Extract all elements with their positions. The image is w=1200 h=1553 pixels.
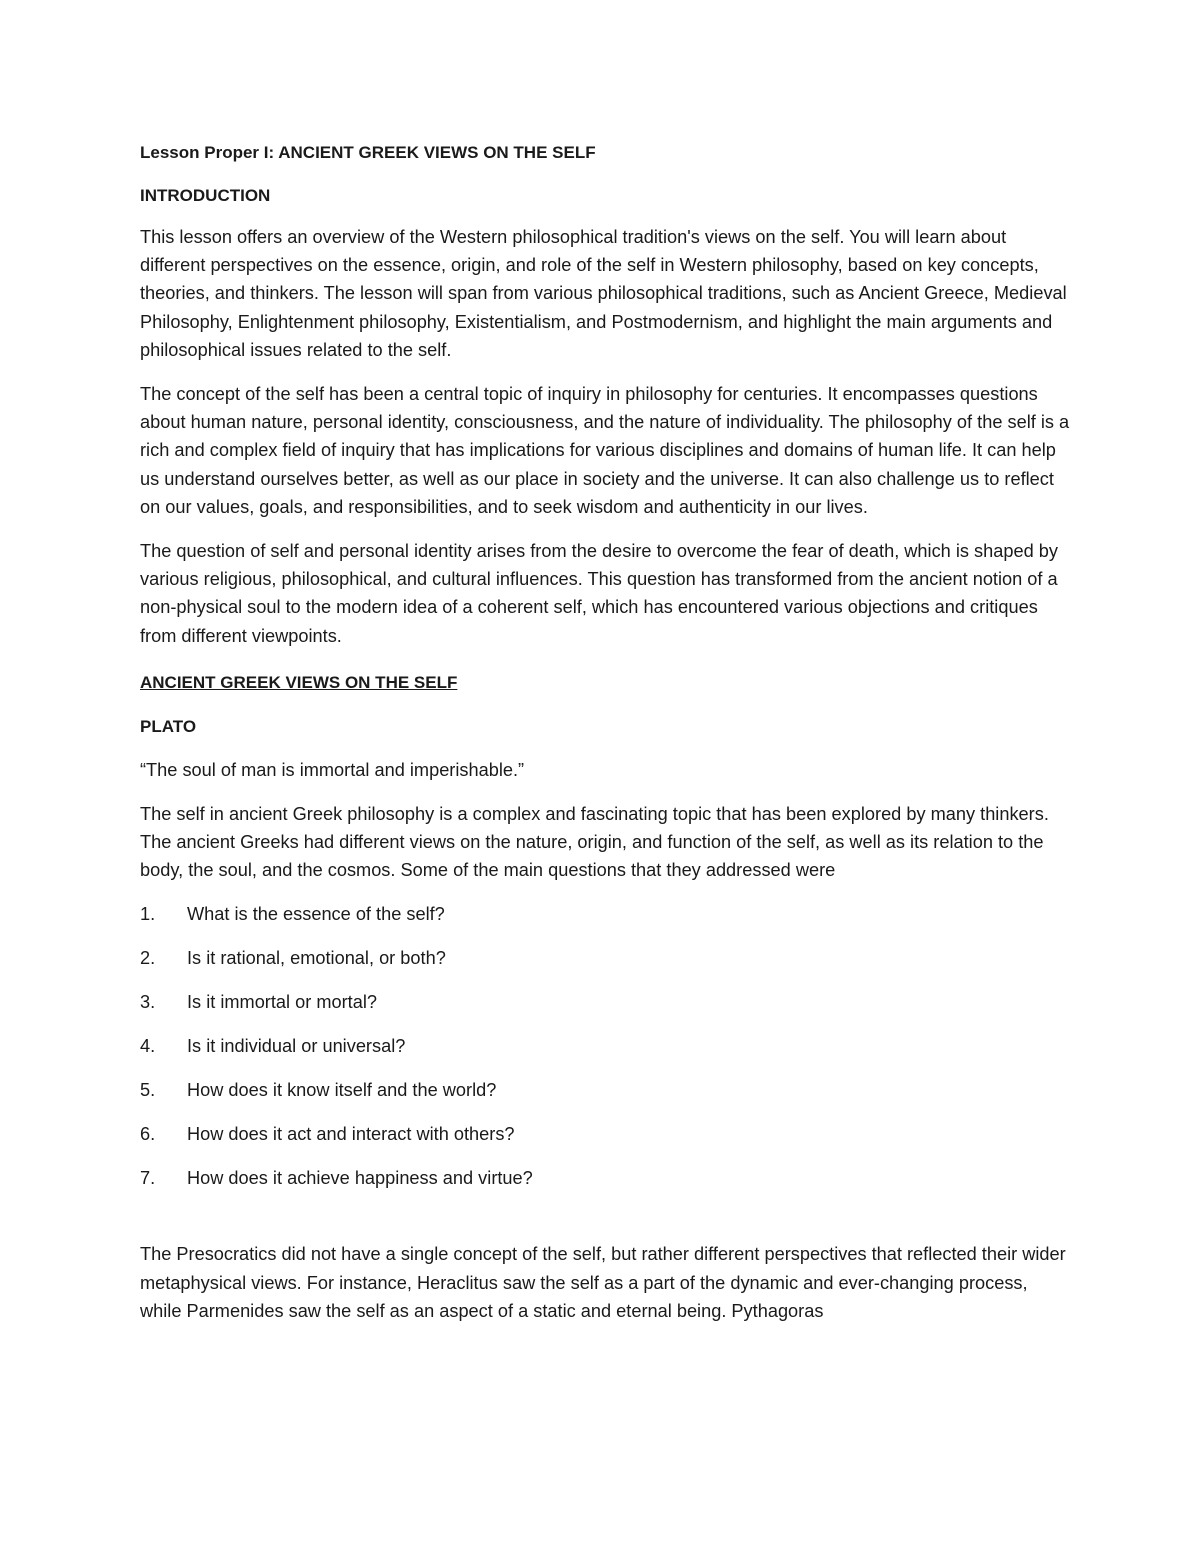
- list-item: [140, 1076, 1070, 1104]
- list-text: Is it rational, emotional, or both?: [187, 948, 446, 969]
- questions-list: [140, 900, 1070, 1192]
- intro-paragraph-1: This lesson offers an overview of the Western philosophical tradition's views on the self. You will learn about different perspectives on the essence, origin, and role of the self in Western philosophy, based on key concepts, theories, and thinkers. The lesson will span from various philosophical traditions, such as Ancient Greece, Medieval Philosophy, Enlightenment philosophy, Existentialism, and Postmodernism, and highlight the main arguments and philosophical issues related to the self.: [140, 227, 1067, 360]
- introduction-heading: INTRODUCTION: [140, 186, 271, 205]
- lesson-title: Lesson Proper I: ANCIENT GREEK VIEWS ON THE SELF: [140, 143, 596, 162]
- document-page: [140, 140, 1070, 1341]
- closing-paragraph: The Presocratics did not have a single concept of the self, but rather different perspectives that reflected their wider metaphysical views. For instance, Heraclitus saw the self as a part of the dynamic and ever-changing process, while Parmenides saw the self as an aspect of a static and eternal being. Pythagoras: [140, 1244, 1066, 1321]
- spacer: [140, 1208, 1070, 1240]
- list-number: 6.: [140, 1124, 156, 1145]
- list-item: [140, 1120, 1070, 1148]
- plato-paragraph: The self in ancient Greek philosophy is a complex and fascinating topic that has been explored by many thinkers. The ancient Greeks had different views on the nature, origin, and function of the self, as well as its relation to the body, the soul, and the cosmos. Some of the main questions that they addressed were: [140, 803, 1049, 881]
- list-number: 1.: [140, 904, 156, 925]
- list-item: [140, 1164, 1070, 1192]
- list-number: 2.: [140, 948, 156, 969]
- list-number: 7.: [140, 1168, 156, 1189]
- list-item: [140, 988, 1070, 1016]
- intro-paragraph-2: The concept of the self has been a central topic of inquiry in philosophy for centuries. It encompasses questions about human nature, personal identity, consciousness, and the nature of individuality. The philosophy of the self is a rich and complex field of inquiry that has implications for various disciplines and domains of human life. It can help us understand ourselves better, as well as our place in society and the universe. It can also challenge us to reflect on our values, goals, and responsibilities, and to seek wisdom and authenticity in our lives.: [140, 384, 1070, 517]
- section-heading: ANCIENT GREEK VIEWS ON THE SELF: [140, 672, 458, 692]
- list-text: What is the essence of the self?: [187, 904, 445, 925]
- plato-heading: PLATO: [140, 716, 197, 736]
- plato-quote: “The soul of man is immortal and imperishable.”: [140, 759, 525, 780]
- list-number: 3.: [140, 992, 156, 1013]
- list-text: Is it immortal or mortal?: [187, 992, 377, 1013]
- list-text: How does it act and interact with others?: [187, 1124, 515, 1145]
- list-item: [140, 900, 1070, 928]
- list-text: Is it individual or universal?: [187, 1036, 406, 1057]
- list-number: 4.: [140, 1036, 156, 1057]
- list-number: 5.: [140, 1080, 156, 1101]
- list-text: How does it achieve happiness and virtue?: [187, 1168, 533, 1189]
- list-text: How does it know itself and the world?: [187, 1080, 497, 1101]
- list-item: [140, 1032, 1070, 1060]
- intro-paragraph-3: The question of self and personal identity arises from the desire to overcome the fear of death, which is shaped by various religious, philosophical, and cultural influences. This question has transformed from the ancient notion of a non-physical soul to the modern idea of a coherent self, which has encountered various objections and critiques from different viewpoints.: [140, 541, 1058, 646]
- list-item: [140, 944, 1070, 972]
